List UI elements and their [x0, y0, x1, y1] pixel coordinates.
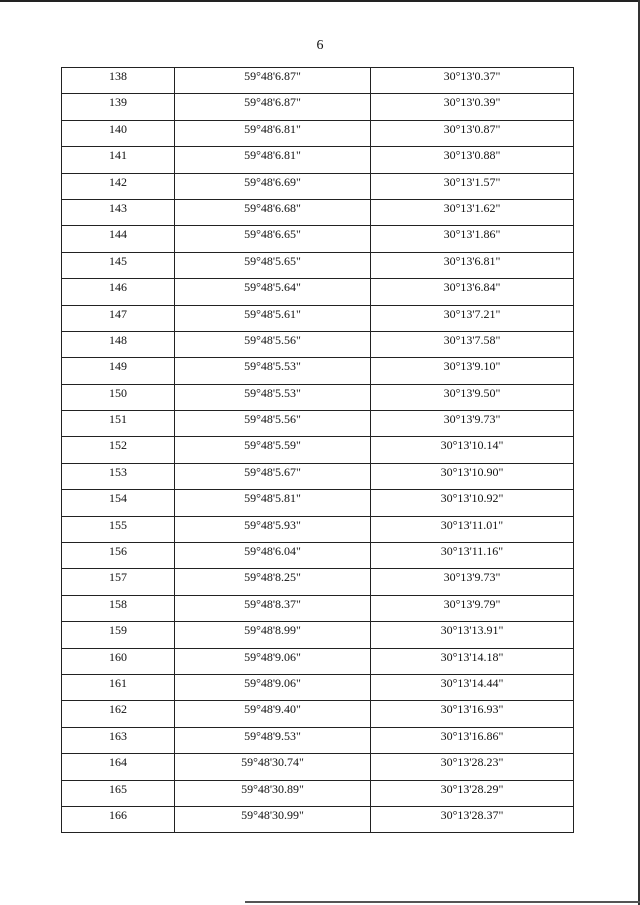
point-number-cell	[62, 754, 175, 780]
table-row	[62, 490, 574, 516]
point-number-value: 147	[109, 306, 127, 321]
longitude-value: 30°13'0.39"	[443, 95, 501, 110]
point-number-value: 152	[109, 438, 127, 453]
point-number-value: 160	[109, 649, 127, 664]
latitude-cell	[175, 226, 371, 252]
point-number-value: 158	[109, 596, 127, 611]
latitude-value: 59°48'5.53"	[244, 359, 301, 374]
latitude-cell	[175, 94, 371, 120]
table-row	[62, 806, 574, 832]
table-row	[62, 516, 574, 542]
point-number-cell	[62, 437, 175, 463]
point-number-value: 154	[109, 491, 127, 506]
table-row	[62, 252, 574, 278]
latitude-value: 59°48'6.87"	[244, 69, 301, 83]
longitude-cell	[371, 727, 574, 753]
longitude-value: 30°13'9.73"	[443, 570, 501, 585]
latitude-value: 59°48'6.81"	[244, 148, 301, 163]
longitude-value: 30°13'0.87"	[443, 121, 501, 136]
latitude-cell	[175, 147, 371, 173]
point-number-value: 155	[109, 517, 127, 532]
table-row	[62, 569, 574, 595]
longitude-cell	[371, 331, 574, 357]
latitude-value: 59°48'5.64"	[244, 280, 301, 295]
table-row	[62, 622, 574, 648]
point-number-cell	[62, 331, 175, 357]
longitude-value: 30°13'10.14"	[440, 438, 504, 453]
longitude-cell	[371, 648, 574, 674]
point-number-value: 143	[109, 200, 127, 215]
longitude-value: 30°13'0.37"	[443, 69, 501, 83]
point-number-cell	[62, 199, 175, 225]
latitude-value: 59°48'5.61"	[244, 306, 301, 321]
point-number-cell	[62, 384, 175, 410]
table-row	[62, 754, 574, 780]
point-number-value: 164	[109, 755, 127, 770]
latitude-value: 59°48'6.87"	[244, 95, 301, 110]
point-number-value: 163	[109, 728, 127, 743]
longitude-value: 30°13'7.21"	[443, 306, 501, 321]
latitude-cell	[175, 806, 371, 832]
point-number-cell	[62, 490, 175, 516]
point-number-cell	[62, 68, 175, 94]
longitude-cell	[371, 806, 574, 832]
table-row	[62, 226, 574, 252]
point-number-cell	[62, 463, 175, 489]
table-row	[62, 674, 574, 700]
table-row	[62, 147, 574, 173]
latitude-cell	[175, 727, 371, 753]
coordinates-table-body	[62, 68, 574, 833]
latitude-value: 59°48'30.99"	[241, 807, 304, 822]
longitude-value: 30°13'10.90"	[440, 464, 504, 479]
table-row	[62, 331, 574, 357]
longitude-cell	[371, 173, 574, 199]
point-number-value: 141	[109, 148, 127, 163]
latitude-value: 59°48'30.74"	[241, 755, 304, 770]
page-number: 6	[316, 38, 324, 53]
table-row	[62, 543, 574, 569]
table-row	[62, 384, 574, 410]
table-row	[62, 463, 574, 489]
point-number-cell	[62, 674, 175, 700]
longitude-cell	[371, 543, 574, 569]
longitude-cell	[371, 780, 574, 806]
latitude-cell	[175, 252, 371, 278]
longitude-cell	[371, 622, 574, 648]
latitude-cell	[175, 279, 371, 305]
table-row	[62, 120, 574, 146]
longitude-cell	[371, 754, 574, 780]
longitude-cell	[371, 411, 574, 437]
longitude-cell	[371, 595, 574, 621]
point-number-cell	[62, 173, 175, 199]
longitude-cell	[371, 463, 574, 489]
longitude-value: 30°13'1.86"	[443, 227, 501, 242]
table-row	[62, 68, 574, 94]
point-number-value: 157	[109, 570, 127, 585]
latitude-value: 59°48'6.69"	[244, 174, 301, 189]
latitude-value: 59°48'6.68"	[244, 200, 301, 215]
latitude-value: 59°48'5.53"	[244, 385, 301, 400]
latitude-value: 59°48'30.89"	[241, 781, 304, 796]
point-number-cell	[62, 806, 175, 832]
table-row	[62, 780, 574, 806]
latitude-cell	[175, 411, 371, 437]
table-row	[62, 701, 574, 727]
longitude-value: 30°13'16.86"	[440, 728, 504, 743]
longitude-value: 30°13'11.16"	[440, 544, 504, 559]
latitude-cell	[175, 701, 371, 727]
point-number-value: 151	[109, 412, 127, 427]
latitude-cell	[175, 305, 371, 331]
latitude-value: 59°48'6.81"	[244, 121, 301, 136]
longitude-cell	[371, 120, 574, 146]
longitude-cell	[371, 252, 574, 278]
latitude-cell	[175, 384, 371, 410]
latitude-cell	[175, 331, 371, 357]
point-number-cell	[62, 727, 175, 753]
longitude-cell	[371, 358, 574, 384]
latitude-value: 59°48'5.81"	[244, 491, 301, 506]
point-number-cell	[62, 252, 175, 278]
longitude-value: 30°13'28.29"	[440, 781, 504, 796]
point-number-value: 156	[109, 544, 127, 559]
point-number-cell	[62, 516, 175, 542]
latitude-value: 59°48'5.93"	[244, 517, 301, 532]
latitude-cell	[175, 595, 371, 621]
coordinates-table	[61, 67, 574, 833]
longitude-cell	[371, 569, 574, 595]
latitude-cell	[175, 490, 371, 516]
table-row	[62, 94, 574, 120]
point-number-value: 150	[109, 385, 127, 400]
latitude-cell	[175, 437, 371, 463]
longitude-cell	[371, 94, 574, 120]
latitude-cell	[175, 674, 371, 700]
table-row	[62, 648, 574, 674]
longitude-value: 30°13'1.62"	[443, 200, 501, 215]
longitude-cell	[371, 68, 574, 94]
longitude-cell	[371, 226, 574, 252]
longitude-cell	[371, 384, 574, 410]
longitude-value: 30°13'14.44"	[440, 675, 504, 690]
longitude-value: 30°13'7.58"	[443, 332, 501, 347]
longitude-value: 30°13'9.10"	[443, 359, 501, 374]
longitude-value: 30°13'11.01"	[440, 517, 504, 532]
latitude-value: 59°48'9.40"	[244, 702, 301, 717]
latitude-value: 59°48'9.53"	[244, 728, 301, 743]
longitude-cell	[371, 516, 574, 542]
latitude-value: 59°48'9.06"	[244, 675, 301, 690]
point-number-cell	[62, 543, 175, 569]
point-number-cell	[62, 780, 175, 806]
latitude-value: 59°48'5.65"	[244, 253, 301, 268]
longitude-cell	[371, 147, 574, 173]
point-number-cell	[62, 120, 175, 146]
point-number-value: 139	[109, 95, 127, 110]
longitude-value: 30°13'9.79"	[443, 596, 501, 611]
point-number-value: 159	[109, 623, 127, 638]
latitude-value: 59°48'8.25"	[244, 570, 301, 585]
point-number-value: 161	[109, 675, 127, 690]
longitude-value: 30°13'9.73"	[443, 412, 501, 427]
point-number-value: 140	[109, 121, 127, 136]
longitude-cell	[371, 674, 574, 700]
table-row	[62, 173, 574, 199]
latitude-value: 59°48'5.59"	[244, 438, 301, 453]
point-number-cell	[62, 648, 175, 674]
scan-edge-top	[0, 0, 640, 2]
latitude-value: 59°48'5.67"	[244, 464, 301, 479]
point-number-cell	[62, 279, 175, 305]
latitude-cell	[175, 543, 371, 569]
longitude-value: 30°13'13.91"	[440, 623, 504, 638]
latitude-cell	[175, 516, 371, 542]
table-row	[62, 358, 574, 384]
latitude-value: 59°48'9.06"	[244, 649, 301, 664]
table-row	[62, 279, 574, 305]
table-row	[62, 199, 574, 225]
point-number-value: 162	[109, 702, 127, 717]
longitude-cell	[371, 279, 574, 305]
point-number-cell	[62, 147, 175, 173]
table-row	[62, 305, 574, 331]
latitude-cell	[175, 173, 371, 199]
point-number-cell	[62, 622, 175, 648]
point-number-value: 145	[109, 253, 127, 268]
longitude-value: 30°13'16.93"	[440, 702, 504, 717]
longitude-value: 30°13'6.81"	[443, 253, 501, 268]
longitude-value: 30°13'0.88"	[443, 148, 501, 163]
table-row	[62, 595, 574, 621]
latitude-cell	[175, 463, 371, 489]
latitude-value: 59°48'6.65"	[244, 227, 301, 242]
longitude-cell	[371, 199, 574, 225]
longitude-value: 30°13'10.92"	[440, 491, 504, 506]
point-number-cell	[62, 226, 175, 252]
longitude-cell	[371, 437, 574, 463]
longitude-value: 30°13'28.37"	[440, 807, 504, 822]
point-number-value: 146	[109, 280, 127, 295]
table-row	[62, 727, 574, 753]
point-number-value: 148	[109, 332, 127, 347]
table-row	[62, 437, 574, 463]
point-number-value: 138	[109, 69, 127, 83]
longitude-value: 30°13'6.84"	[443, 280, 501, 295]
latitude-cell	[175, 199, 371, 225]
point-number-cell	[62, 94, 175, 120]
point-number-cell	[62, 305, 175, 331]
point-number-value: 153	[109, 464, 127, 479]
latitude-cell	[175, 622, 371, 648]
latitude-value: 59°48'5.56"	[244, 332, 301, 347]
point-number-cell	[62, 595, 175, 621]
point-number-cell	[62, 358, 175, 384]
latitude-cell	[175, 358, 371, 384]
scan-edge-bottom	[245, 901, 640, 903]
longitude-cell	[371, 305, 574, 331]
point-number-value: 149	[109, 359, 127, 374]
point-number-value: 144	[109, 227, 127, 242]
latitude-cell	[175, 569, 371, 595]
point-number-value: 142	[109, 174, 127, 189]
point-number-cell	[62, 411, 175, 437]
point-number-cell	[62, 701, 175, 727]
point-number-value: 166	[109, 807, 127, 822]
latitude-cell	[175, 780, 371, 806]
longitude-cell	[371, 490, 574, 516]
table-row	[62, 411, 574, 437]
latitude-cell	[175, 754, 371, 780]
latitude-value: 59°48'6.04"	[244, 544, 301, 559]
longitude-value: 30°13'9.50"	[443, 385, 501, 400]
latitude-cell	[175, 120, 371, 146]
latitude-value: 59°48'8.99"	[244, 623, 301, 638]
point-number-value: 165	[109, 781, 127, 796]
longitude-cell	[371, 701, 574, 727]
point-number-cell	[62, 569, 175, 595]
latitude-value: 59°48'5.56"	[244, 412, 301, 427]
longitude-value: 30°13'28.23"	[440, 755, 504, 770]
longitude-value: 30°13'14.18"	[440, 649, 504, 664]
latitude-cell	[175, 648, 371, 674]
latitude-cell	[175, 68, 371, 94]
longitude-value: 30°13'1.57"	[443, 174, 501, 189]
latitude-value: 59°48'8.37"	[244, 596, 301, 611]
